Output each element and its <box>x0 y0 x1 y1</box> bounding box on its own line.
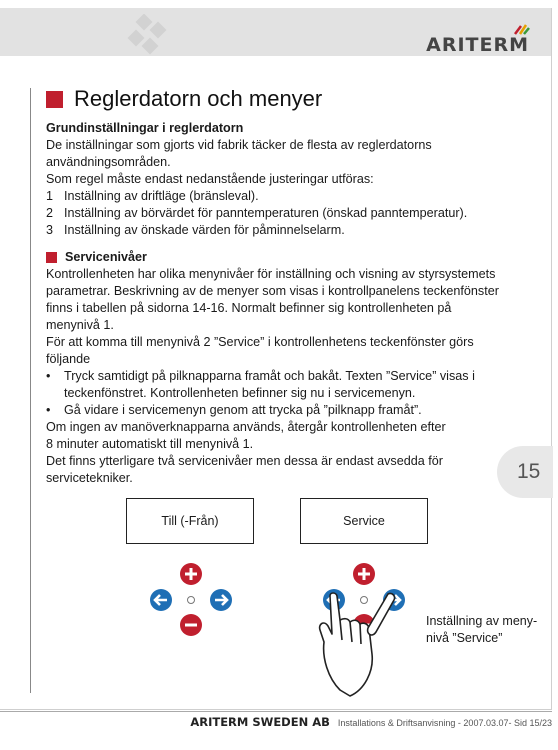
plus-button-icon <box>180 563 202 585</box>
list-item <box>46 402 506 419</box>
list-number: 3 <box>46 223 54 237</box>
bullet-icon: • <box>46 403 51 417</box>
service-text: Det finns ytterligare två servicenivåer men dessa är endast avsedda för <box>46 454 443 468</box>
caption-line: nivå ”Service” <box>426 631 503 645</box>
decorative-diamonds-icon <box>118 14 188 58</box>
plus-button-icon <box>353 563 375 585</box>
title-marker-icon <box>46 91 63 108</box>
arrow-back-icon <box>150 589 172 611</box>
intro-line: användningsområden. <box>46 155 171 169</box>
list-text: Inställning av driftläge (bränsleval). <box>64 189 259 203</box>
diagram-caption <box>426 613 546 647</box>
service-text: finns i tabellen på sidorna 14-16. Normalt befinner sig kontrollenheten på menynivå 1. <box>46 301 452 332</box>
brand-logo: ARITERM <box>426 34 529 56</box>
list-text: Gå vidare i servicemenyn genom att trycka på ”pilknapp framåt”. <box>64 403 422 417</box>
service-text: servicetekniker. <box>46 471 133 485</box>
list-item <box>46 222 506 239</box>
left-margin-rule <box>30 88 31 693</box>
display-box-left <box>126 498 254 544</box>
display-text: Till (-Från) <box>161 514 219 528</box>
bullet-icon: • <box>46 369 51 383</box>
intro-line: De inställningar som gjorts vid fabrik täcker de flesta av reglerdatorns <box>46 138 432 152</box>
service-text: följande <box>46 352 91 366</box>
list-text: teckenfönstret. Kontrollenheten befinner sig nu i servicemenyn. <box>64 386 416 400</box>
intro-line: Som regel måste endast nedanstående justeringar utföras: <box>46 172 374 186</box>
list-item <box>46 205 506 222</box>
header-band <box>0 8 551 56</box>
list-item <box>46 368 506 402</box>
list-number: 2 <box>46 206 54 220</box>
service-steps <box>46 368 506 419</box>
arrow-forward-icon <box>210 589 232 611</box>
footer-rule <box>0 711 552 712</box>
section-marker-icon <box>46 252 57 263</box>
hand-pressing-icon <box>320 593 395 696</box>
center-dot-icon <box>188 597 195 604</box>
center-dot-icon <box>361 597 368 604</box>
caption-line: Inställning av meny- <box>426 614 538 628</box>
service-text: Kontrollenheten har olika menynivåer för inställning och visning av styrsystemets <box>46 267 496 281</box>
list-text: Tryck samtidigt på pilknapparna framåt och bakåt. Texten ”Service” visas i <box>64 369 475 383</box>
page-title: Reglerdatorn och menyer <box>74 86 323 111</box>
service-text: Om ingen av manöverknapparna används, återgår kontrollenheten efter <box>46 420 446 434</box>
minus-button-icon <box>180 614 202 636</box>
page-number-tab <box>497 446 553 498</box>
list-item <box>46 188 506 205</box>
keypad-left <box>148 562 234 638</box>
service-heading-row <box>46 249 506 266</box>
service-text: För att komma till menynivå 2 ”Service” i kontrollenhetens teckenfönster görs <box>46 335 474 349</box>
display-text: Service <box>343 514 385 528</box>
footer-doc-info: Installations & Driftsanvisning - 2007.03.07- Sid 15/23 <box>337 718 552 728</box>
keypad-right <box>314 562 414 702</box>
main-content <box>46 120 506 487</box>
adjustment-list <box>46 188 506 239</box>
list-number: 1 <box>46 189 54 203</box>
intro-heading: Grundinställningar i reglerdatorn <box>46 121 244 135</box>
page-number: 15 <box>517 460 541 483</box>
footer-company: ARITERM SWEDEN AB <box>190 715 330 729</box>
service-heading: Servicenivåer <box>65 250 147 264</box>
service-text: parametrar. Beskrivning av de menyer som visas i kontrollpanelens teckenfönster <box>46 284 499 298</box>
list-text: Inställning av önskade värden för påminnelselarm. <box>64 223 345 237</box>
service-text: 8 minuter automatiskt till menynivå 1. <box>46 437 254 451</box>
list-text: Inställning av börvärdet för panntemperaturen (önskad panntemperatur). <box>64 206 468 220</box>
display-box-right <box>300 498 428 544</box>
footer <box>190 715 552 729</box>
page-title-row <box>46 86 322 112</box>
